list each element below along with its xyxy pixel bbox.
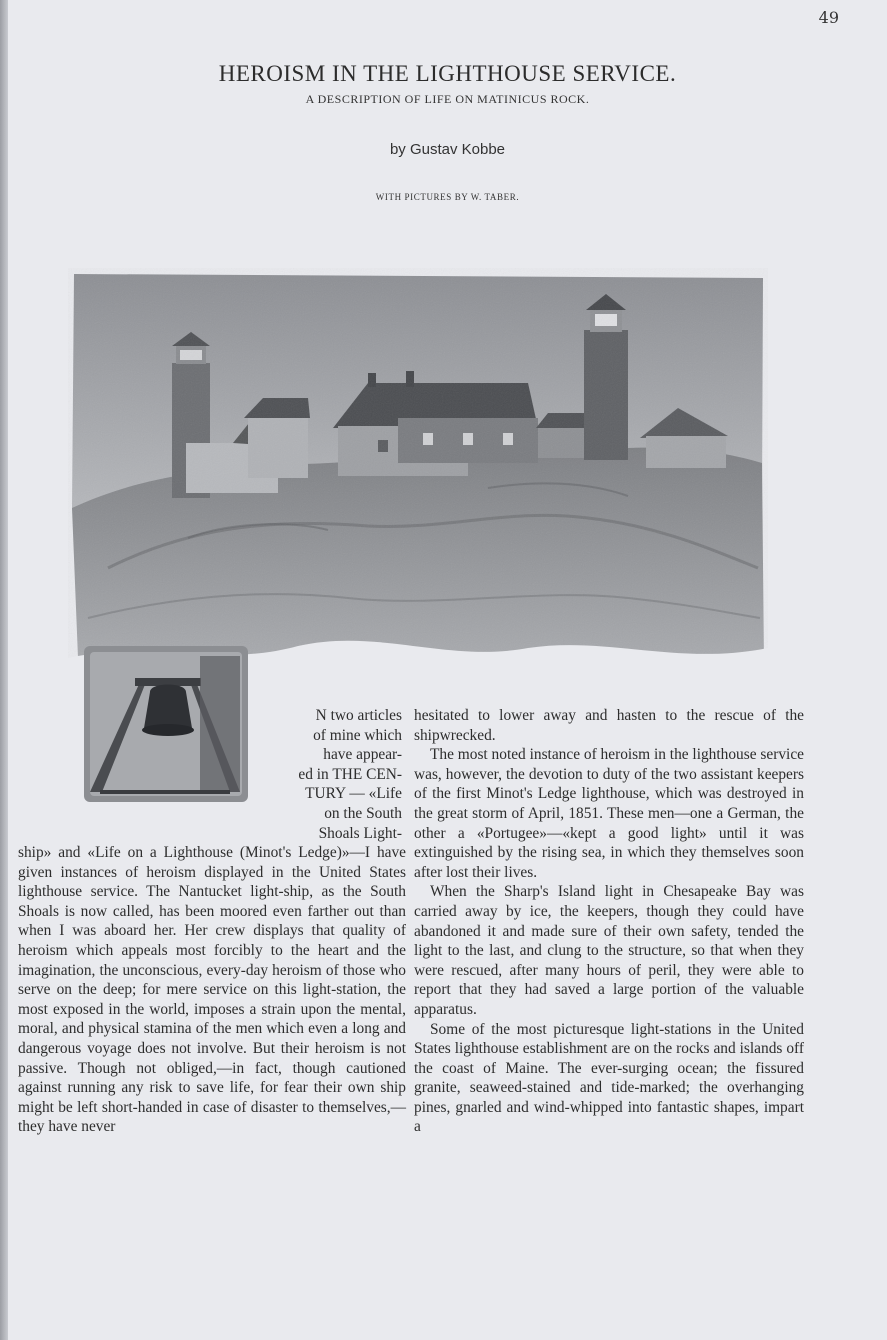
bell-inset-illustration — [80, 642, 252, 806]
right-paragraph-4: Some of the most picturesque light-stations in the United States lighthouse establishment are on the rocks and islands off the coast of Maine. The ever-surging ocean; the fissured granite, seaweed-stained and tide-marked; the overhanging pines, gnarled and wind-whipped into fantastic shapes, impart a — [414, 1020, 804, 1136]
right-paragraph-3: When the Sharp's Island light in Chesapeake Bay was carried away by ice, the keepers, though they could have abandoned it and made sure of their own safety, tended the light to the last, and clung to the structure, so that when they were rescued, after many hours of peril, they were able to report that they had saved a large portion of the valuable apparatus. — [414, 883, 804, 1018]
left-column — [18, 843, 406, 1137]
lighthouse-illustration — [68, 268, 768, 678]
page-number: 49 — [818, 8, 839, 27]
article-subtitle: A DESCRIPTION OF LIFE ON MATINICUS ROCK. — [305, 92, 590, 106]
article-title: HEROISM IN THE LIGHTHOUSE SERVICE. — [218, 61, 677, 87]
article-byline: by Gustav Kobbe — [389, 141, 506, 158]
magazine-page — [8, 0, 887, 1340]
illustration-credit: WITH PICTURES BY W. TABER. — [375, 192, 520, 202]
right-paragraph-1: hesitated to lower away and hasten to the rescue of the shipwrecked. — [414, 707, 804, 744]
right-paragraph-2: The most noted instance of heroism in the lighthouse service was, however, the devotion to duty of the two assistant keepers of the first Minot's Ledge lighthouse, which was destroyed in the great storm of April, 1851. These men—one a German, the other a «Portugee»—«kept a good light» until it was extinguished by the rising sea, in which they themselves soon after lost their lives. — [414, 746, 804, 881]
binding-gutter — [0, 0, 8, 1340]
opening-narrow-text — [260, 706, 402, 843]
right-column — [414, 706, 804, 1137]
opening-lines: N two articles of mine which have appear- ed in THE CEN- TURY — «Life on the South Shoals Light- — [298, 707, 402, 842]
left-column-paragraph: ship» and «Life on a Lighthouse (Minot's Ledge)»—I have given instances of heroism displayed in the United States lighthouse service. The Nantucket light-ship, as the South Shoals is now called, has been moored even farther out than when I was aboard her. Her crew displays that quality of heroism which appeals most forcibly to the heart and the imagination, the unconscious, every-day heroism of those who serve on the deep; for mere service on this light-station, the most exposed in the world, imposes a strain upon the mental, moral, and physical stamina of the men which even a long and dangerous voyage does not involve. But their heroism is not passive. Though not obliged,—in fact, though cautioned against running any risk to save life, for fear their own ship might be left short-handed in case of disaster to themselves,—they have never — [18, 844, 406, 1136]
